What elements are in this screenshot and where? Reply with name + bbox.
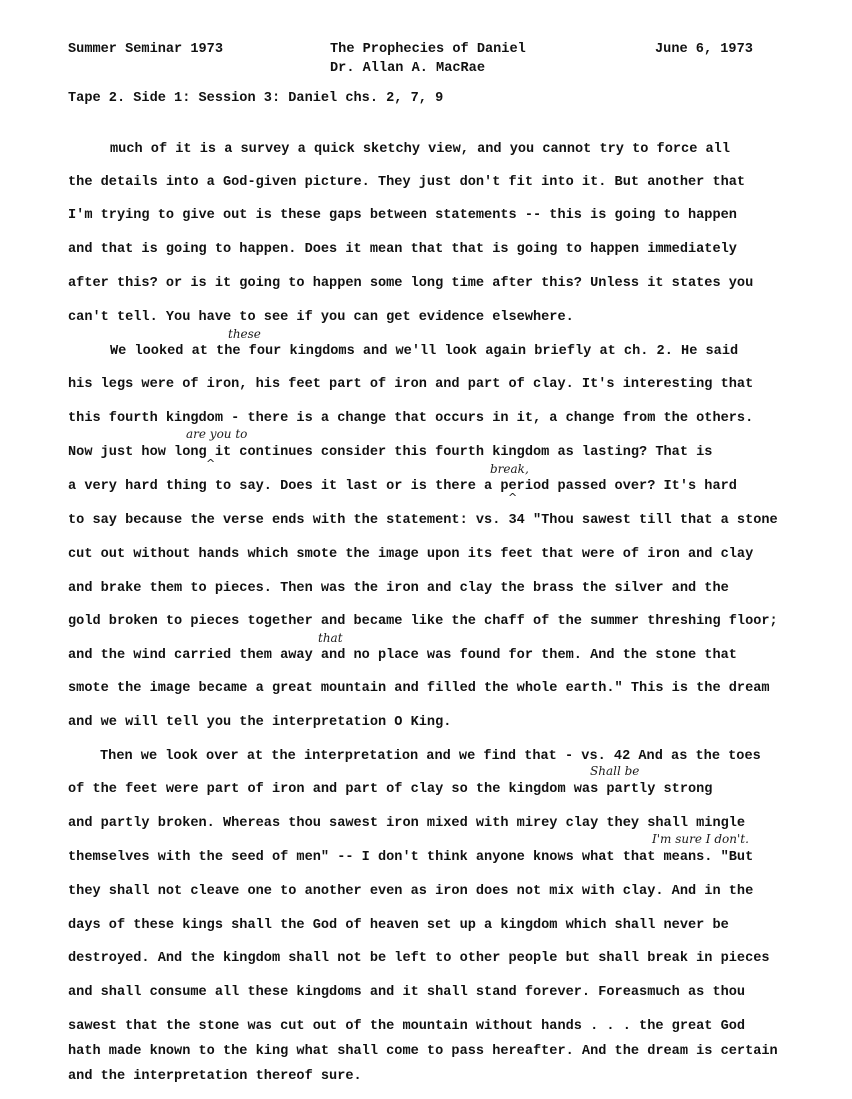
- text-line: and we will tell you the interpretation O King.: [68, 715, 452, 730]
- document-title: The Prophecies of Daniel: [330, 42, 526, 57]
- caret-mark: ^: [206, 457, 216, 470]
- tape-session-line: Tape 2. Side 1: Session 3: Daniel chs. 2, 7, 9: [68, 91, 444, 106]
- handwritten-are-you-to: are you to: [186, 427, 248, 441]
- text-line: of the feet were part of iron and part of clay so the kingdom was partly strong: [68, 782, 713, 797]
- text-line: they shall not cleave one to another even as iron does not mix with clay. And in the: [68, 884, 754, 899]
- text-line: days of these kings shall the God of heaven set up a kingdom which shall never be: [68, 918, 729, 933]
- text-line: gold broken to pieces together and became like the chaff of the summer threshing floor;: [68, 614, 778, 629]
- seminar-label: Summer Seminar 1973: [68, 42, 223, 57]
- handwritten-that: that: [318, 631, 343, 645]
- text-line: much of it is a survey a quick sketchy view, and you cannot try to force all: [110, 142, 730, 157]
- text-line: themselves with the seed of men" -- I don't think anyone knows what that means. "But: [68, 850, 754, 865]
- text-line: cut out without hands which smote the image upon its feet that were of iron and clay: [68, 547, 754, 562]
- text-line: and brake them to pieces. Then was the iron and clay the brass the silver and the: [68, 581, 729, 596]
- text-line: Then we look over at the interpretation and we find that - vs. 42 And as the toes: [100, 749, 761, 764]
- text-line: hath made known to the king what shall come to pass hereafter. And the dream is certain: [68, 1044, 778, 1059]
- text-line: to say because the verse ends with the statement: vs. 34 "Thou sawest till that a stone: [68, 513, 778, 528]
- handwritten-shall-be: Shall be: [590, 764, 640, 778]
- text-line: Now just how long it continues consider this fourth kingdom as lasting? That is: [68, 445, 713, 460]
- document-date: June 6, 1973: [655, 42, 753, 57]
- text-line: and the wind carried them away and no place was found for them. And the stone that: [68, 648, 737, 663]
- text-line: can't tell. You have to see if you can get evidence elsewhere.: [68, 310, 574, 325]
- handwritten-these: these: [228, 327, 261, 341]
- text-line: and that is going to happen. Does it mean that that is going to happen immediately: [68, 242, 737, 257]
- text-line: after this? or is it going to happen some long time after this? Unless it states you: [68, 276, 754, 291]
- author-name: Dr. Allan A. MacRae: [330, 61, 485, 76]
- text-line: his legs were of iron, his feet part of iron and part of clay. It's interesting that: [68, 377, 754, 392]
- text-line: and the interpretation thereof sure.: [68, 1069, 362, 1084]
- caret-mark: ^: [508, 491, 518, 504]
- text-line: I'm trying to give out is these gaps between statements -- this is going to happen: [68, 208, 737, 223]
- text-line: sawest that the stone was cut out of the mountain without hands . . . the great God: [68, 1019, 746, 1034]
- text-line: the details into a God-given picture. They just don't fit into it. But another that: [68, 175, 746, 190]
- text-line: and shall consume all these kingdoms and it shall stand forever. Foreasmuch as thou: [68, 985, 746, 1000]
- text-line: a very hard thing to say. Does it last or is there a period passed over? It's hard: [68, 479, 737, 494]
- text-line: this fourth kingdom - there is a change that occurs in it, a change from the others.: [68, 411, 754, 426]
- text-line: destroyed. And the kingdom shall not be left to other people but shall break in pieces: [68, 951, 770, 966]
- text-line: and partly broken. Whereas thou sawest iron mixed with mirey clay they shall mingle: [68, 816, 746, 831]
- text-line: smote the image became a great mountain and filled the whole earth." This is the dream: [68, 681, 770, 696]
- text-line: We looked at the four kingdoms and we'll look again briefly at ch. 2. He said: [110, 344, 739, 359]
- handwritten-im-sure: I'm sure I don't.: [652, 832, 749, 846]
- handwritten-break: break,: [490, 462, 529, 476]
